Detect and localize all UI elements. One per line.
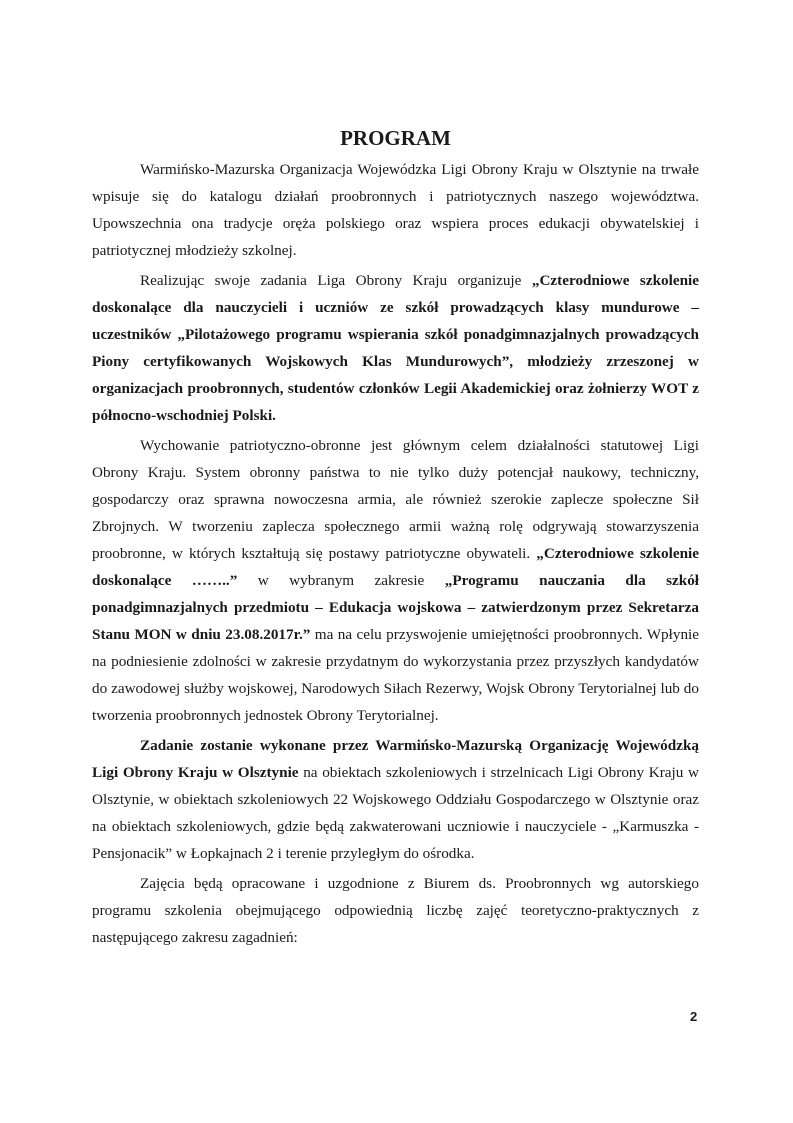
page-number: 2 — [690, 1009, 698, 1024]
paragraph-training-announcement — [92, 267, 699, 429]
paragraph-classes — [92, 870, 699, 951]
paragraph-education-text-2: w wybranym zakresie — [237, 572, 445, 589]
paragraph-intro-text: Warmińsko-Mazurska Organizacja Wojewódzka Ligi Obrony Kraju w Olsztynie na trwałe wpisuje się do katalogu działań proobronnych i patriotycznych naszego województwa. Upowszechnia ona tradycje oręża polskiego oraz wspiera proces edukacji obywatelskiej i patriotycznej młodzieży szkolnej. — [92, 161, 699, 259]
paragraph-education-text-3: ma na celu przyswojenie umiejętności proobronnych. Wpłynie na podniesienie zdolności w zakresie przydatnym do wykorzystania przez przyszłych kandydatów do zawodowej służby wojskowej, Narodowych Siłach Rezerwy, Wojsk Obrony Terytorialnej lub do tworzenia proobronnych jednostek Obrony Terytorialnej. — [92, 626, 700, 724]
paragraph-training-title: „Czterodniowe szkolenie doskonalące dla nauczycieli i uczniów ze szkół prowadzących klasy mundurowe – uczestników „Pilotażowego programu wspierania szkół ponadgimnazjalnych prowadzących Piony certyfikowanych Wojskowych Klas Mundurowych”, młodzieży zrzeszonej w organizacjach proobronnych, studentów członków Legii Akademickiej oraz żołnierzy WOT z północno-wschodniej Polski. — [92, 272, 699, 424]
paragraph-education-bold-1: „Czterodniowe szkolenie doskonalące ……..” — [92, 545, 700, 589]
paragraph-task-text: na obiektach szkoleniowych i strzelnicach Ligi Obrony Kraju w Olsztynie, w obiektach szkoleniowych 22 Wojskowego Oddziału Gospodarczego w Olsztynie oraz na obiektach szkoleniowych, gdzie będą zakwaterowani uczniowie i nauczyciele - „Karmuszka - Pensjonacik” w Łopkajnach 2 i terenie przyległym do ośrodka. — [92, 764, 699, 862]
paragraph-intro — [92, 156, 699, 264]
paragraph-education-bold-2: „Programu nauczania dla szkół ponadgimnazjalnych przedmiotu – Edukacja wojskowa – zatwierdzonym przez Sekretarza Stanu MON w dniu 23.08.2017r.” — [92, 572, 700, 643]
paragraph-classes-text: Zajęcia będą opracowane i uzgodnione z Biurem ds. Proobronnych wg autorskiego programu szkolenia obejmującego odpowiednią liczbę zajęć teoretyczno-praktycznych z następującego zakresu zagadnień: — [92, 875, 699, 946]
paragraph-education-text-1: Wychowanie patriotyczno-obronne jest głównym celem działalności statutowej Ligi Obrony Kraju. System obronny państwa to nie tylko duży potencjał naukowy, techniczny, gospodarczy oraz sprawna nowoczesna armia, ale również szerokie zaplecze społeczne Sił Zbrojnych. W tworzeniu zaplecza społecznego armii ważną rolę odgrywają stowarzyszenia proobronne, w których kształtują się postawy patriotyczne obywateli. — [92, 437, 699, 562]
paragraph-task-execution — [92, 732, 699, 867]
document-body — [92, 156, 699, 951]
paragraph-task-bold: Zadanie zostanie wykonane przez Warmińsko-Mazurską Organizację Wojewódzką Ligi Obrony Kraju w Olsztynie — [92, 737, 699, 781]
paragraph-patriotic-education — [92, 432, 699, 729]
page-title: PROGRAM — [340, 126, 451, 150]
paragraph-training-lead: Realizując swoje zadania Liga Obrony Kraju organizuje — [140, 272, 532, 289]
